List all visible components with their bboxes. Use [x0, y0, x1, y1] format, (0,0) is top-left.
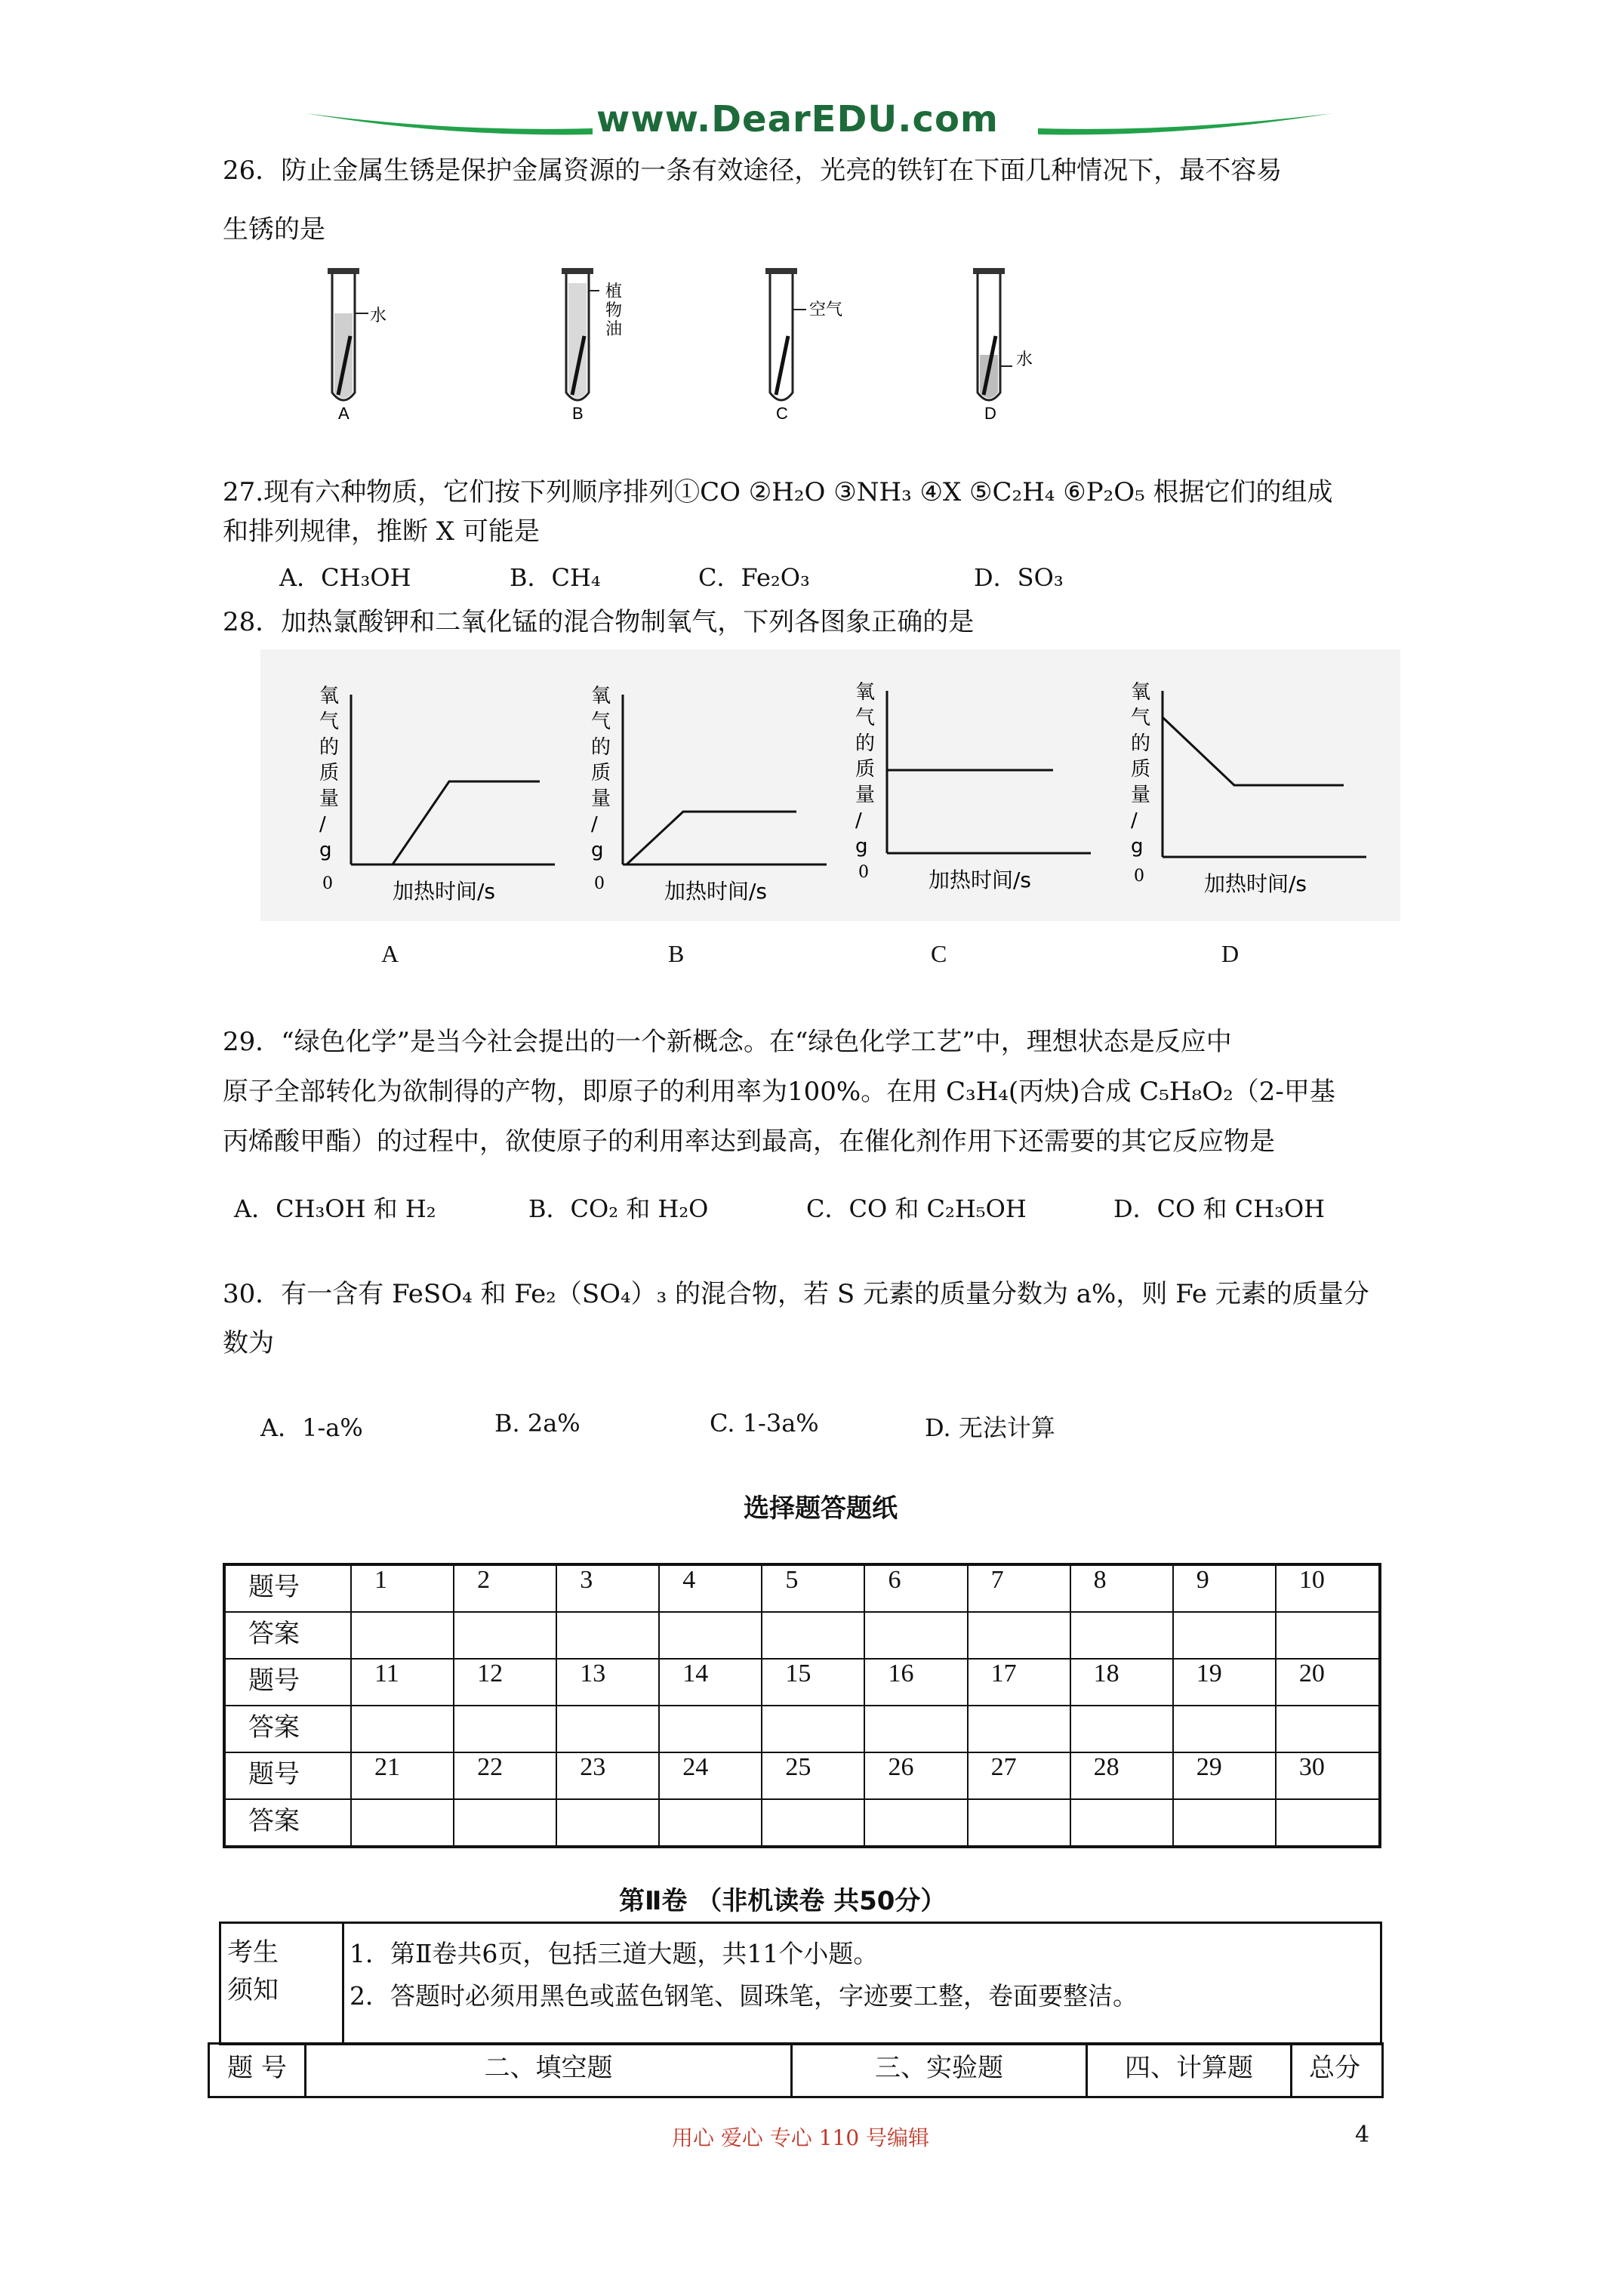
y-label-char: 质 — [1131, 758, 1151, 781]
y-label-char: 气 — [591, 710, 611, 733]
notice-divider — [342, 1924, 344, 2043]
answer-row — [224, 1612, 1380, 1659]
y-label-char: / — [1131, 809, 1138, 832]
y-label-char: 氧 — [319, 685, 340, 707]
answer-cell[interactable] — [351, 1612, 454, 1659]
y-label-char: 量 — [855, 784, 876, 806]
score-cell-total: 总分 — [1309, 2053, 1360, 2083]
notice-item-1: 1．第Ⅱ卷共6页，包括三道大题，共11个小题。 — [350, 1939, 879, 1968]
question-number-cell: 17 — [968, 1659, 1070, 1706]
question-number-cell: 12 — [454, 1659, 556, 1706]
answer-cell[interactable] — [968, 1706, 1070, 1752]
question-number-cell: 21 — [351, 1752, 454, 1799]
answer-cell[interactable] — [659, 1706, 762, 1752]
answer-row — [224, 1706, 1380, 1752]
y-label-char: / — [855, 809, 862, 832]
tube-d — [973, 268, 1012, 400]
y-label-char: 量 — [591, 787, 611, 810]
question-number-cell: 13 — [556, 1659, 659, 1706]
answer-number-row — [224, 1564, 1380, 1612]
tube-c-note: 空气 — [809, 300, 843, 319]
answer-cell[interactable] — [968, 1799, 1070, 1847]
q30-line2: 数为 — [223, 1328, 274, 1358]
y-label-char: g — [1131, 835, 1144, 858]
answer-cell[interactable] — [1276, 1706, 1380, 1752]
score-cell-experiment: 三、实验题 — [793, 2045, 1088, 2096]
tube-a-note: 水 — [370, 306, 387, 325]
q30-line1: 30．有一含有 FeSO₄ 和 Fe₂（SO₄）₃ 的混合物，若 S 元素的质量分数为 a%，则 Fe 元素的质量分 — [223, 1279, 1369, 1309]
q29-line1: 29．“绿色化学”是当今社会提出的一个新概念。在“绿色化学工艺”中，理想状态是反应中 — [223, 1027, 1232, 1057]
x-axis-label: 加热时间/s — [393, 879, 496, 904]
site-url: www.DearEDU.com — [596, 98, 999, 140]
x-axis-label: 加热时间/s — [664, 879, 768, 904]
question-number-cell: 1 — [351, 1564, 454, 1612]
q29-option-d: D．CO 和 CH₃OH — [1113, 1194, 1326, 1223]
score-table — [208, 2042, 1384, 2098]
q27-line2: 和排列规律，推断 X 可能是 — [223, 516, 540, 547]
y-label-char: 质 — [319, 762, 340, 784]
answer-cell[interactable] — [968, 1612, 1070, 1659]
y-label-char: 的 — [591, 736, 611, 759]
q27-option-a: A．CH₃OH — [279, 563, 411, 592]
y-label-char: 量 — [319, 787, 340, 810]
q26-test-tube-figures — [302, 260, 1095, 430]
row-head-answer: 答案 — [224, 1612, 351, 1659]
answer-cell[interactable] — [454, 1799, 556, 1847]
answer-cell[interactable] — [762, 1706, 864, 1752]
answer-cell[interactable] — [556, 1612, 659, 1659]
q30-option-a: A．1-a% — [260, 1413, 363, 1442]
question-number-cell: 11 — [351, 1659, 454, 1706]
y-label-char: 氧 — [855, 681, 876, 704]
answer-cell[interactable] — [556, 1706, 659, 1752]
tube-a-label: A — [338, 404, 350, 423]
origin-label: 0 — [322, 874, 333, 893]
y-label-char: / — [591, 813, 598, 836]
q30-option-b: B. 2a% — [494, 1409, 581, 1438]
q26-line1: 26．防止金属生锈是保护金属资源的一条有效途径，光亮的铁钉在下面几种情况下，最不容易 — [223, 156, 1283, 186]
q27-option-b: B．CH₄ — [510, 563, 601, 592]
answer-cell[interactable] — [762, 1612, 864, 1659]
part2-title: 第Ⅱ卷 （非机读卷 共50分） — [619, 1886, 947, 1916]
question-number-cell: 4 — [659, 1564, 762, 1612]
origin-label: 0 — [858, 863, 869, 882]
tube-b-note-3: 油 — [605, 319, 623, 338]
question-number-cell: 10 — [1276, 1564, 1380, 1612]
q27-option-c: C．Fe₂O₃ — [698, 563, 810, 592]
y-label-char: 量 — [1131, 784, 1151, 806]
q30-option-c: C. 1-3a% — [710, 1409, 819, 1438]
answer-cell[interactable] — [1173, 1612, 1276, 1659]
answer-cell[interactable] — [1070, 1706, 1173, 1752]
question-number-cell: 16 — [864, 1659, 967, 1706]
answer-cell[interactable] — [1173, 1706, 1276, 1752]
answer-number-row — [224, 1752, 1380, 1799]
q26-line2: 生锈的是 — [223, 214, 325, 245]
tube-d-label: D — [984, 404, 996, 423]
y-label-char: 质 — [591, 762, 611, 784]
tube-c — [765, 268, 806, 400]
y-label-char: g — [591, 839, 604, 861]
tube-b-note-1: 植 — [605, 282, 623, 300]
answer-cell[interactable] — [1173, 1799, 1276, 1847]
q27-line1: 27.现有六种物质，它们按下列顺序排列①CO ②H₂O ③NH₃ ④X ⑤C₂H₄ ⑥P₂O₅ 根据它们的组成 — [223, 477, 1333, 507]
question-number-cell: 18 — [1070, 1659, 1173, 1706]
page-number: 4 — [1355, 2122, 1370, 2148]
q29-line3: 丙烯酸甲酯）的过程中，欲使原子的利用率达到最高，在催化剂作用下还需要的其它反应物是 — [223, 1126, 1275, 1157]
answer-cell[interactable] — [556, 1799, 659, 1847]
answer-cell[interactable] — [762, 1799, 864, 1847]
q28-caption-d: D — [1221, 940, 1240, 967]
answer-cell[interactable] — [351, 1799, 454, 1847]
y-label-char: 氧 — [591, 685, 611, 707]
answer-cell[interactable] — [1070, 1612, 1173, 1659]
answer-number-row — [224, 1659, 1380, 1706]
y-label-char: 气 — [855, 707, 876, 729]
notice-item-2: 2．答题时必须用黑色或蓝色钢笔、圆珠笔，字迹要工整，卷面要整洁。 — [350, 1981, 1138, 2011]
answer-cell[interactable] — [864, 1612, 967, 1659]
answer-cell[interactable] — [659, 1612, 762, 1659]
score-cell-number: 题 号 — [210, 2045, 306, 2096]
y-label-char: 的 — [319, 736, 340, 759]
question-number-cell: 3 — [556, 1564, 659, 1612]
row-head-answer: 答案 — [224, 1706, 351, 1752]
y-label-char: 氧 — [1131, 681, 1151, 704]
question-number-cell: 19 — [1173, 1659, 1276, 1706]
question-number-cell: 5 — [762, 1564, 864, 1612]
q28-text: 28．加热氯酸钾和二氧化锰的混合物制氧气，下列各图象正确的是 — [223, 607, 975, 637]
notice-box — [219, 1922, 1382, 2045]
q29-option-a: A．CH₃OH 和 H₂ — [234, 1194, 436, 1223]
answer-cell[interactable] — [351, 1706, 454, 1752]
question-number-cell: 2 — [454, 1564, 556, 1612]
q27-option-d: D．SO₃ — [974, 563, 1064, 592]
tube-b — [562, 268, 599, 400]
answer-sheet-title: 选择题答题纸 — [744, 1493, 898, 1524]
q29-option-b: B．CO₂ 和 H₂O — [528, 1194, 709, 1223]
tube-a — [328, 268, 368, 400]
y-label-char: 气 — [319, 710, 340, 733]
q30-option-d: D. 无法计算 — [925, 1413, 1055, 1442]
y-label-char: g — [855, 835, 868, 858]
question-number-cell: 8 — [1070, 1564, 1173, 1612]
q29-line2: 原子全部转化为欲制得的产物，即原子的利用率为100%。在用 C₃H₄(丙炔)合成 C₅H₈O₂（2-甲基 — [223, 1077, 1335, 1107]
footer-text: 用心 爱心 专心 110 号编辑 — [672, 2125, 930, 2150]
question-number-cell: 14 — [659, 1659, 762, 1706]
x-axis-label: 加热时间/s — [929, 868, 1032, 892]
row-head-number: 题号 — [224, 1564, 351, 1612]
y-label-char: 气 — [1131, 707, 1151, 729]
row-head-number: 题号 — [224, 1752, 351, 1799]
answer-row — [224, 1799, 1380, 1847]
question-number-cell: 27 — [968, 1752, 1070, 1799]
answer-cell[interactable] — [864, 1799, 967, 1847]
question-number-cell: 28 — [1070, 1752, 1173, 1799]
tube-b-label: B — [572, 404, 584, 423]
q28-caption-c: C — [931, 940, 947, 967]
question-number-cell: 26 — [864, 1752, 967, 1799]
question-number-cell: 15 — [762, 1659, 864, 1706]
question-number-cell: 9 — [1173, 1564, 1276, 1612]
question-number-cell: 30 — [1276, 1752, 1380, 1799]
question-number-cell: 6 — [864, 1564, 967, 1612]
question-number-cell: 23 — [556, 1752, 659, 1799]
origin-label: 0 — [1134, 867, 1144, 886]
y-label-char: 的 — [1131, 732, 1151, 755]
tube-b-note-2: 物 — [605, 300, 623, 319]
answer-cell[interactable] — [454, 1612, 556, 1659]
answer-cell[interactable] — [1276, 1799, 1380, 1847]
question-number-cell: 29 — [1173, 1752, 1276, 1799]
x-axis-label: 加热时间/s — [1204, 871, 1307, 896]
question-number-cell: 25 — [762, 1752, 864, 1799]
tube-c-label: C — [776, 404, 788, 423]
answer-cell[interactable] — [1276, 1612, 1380, 1659]
q28-caption-b: B — [668, 940, 685, 967]
answer-cell[interactable] — [659, 1799, 762, 1847]
q28-graphs — [260, 649, 1400, 921]
y-label-char: / — [319, 813, 326, 836]
answer-cell[interactable] — [1070, 1799, 1173, 1847]
y-label-char: 的 — [855, 732, 876, 755]
y-label-char: 质 — [855, 758, 876, 781]
q28-caption-a: A — [381, 940, 399, 967]
row-head-number: 题号 — [224, 1659, 351, 1706]
q29-option-c: C．CO 和 C₂H₅OH — [806, 1194, 1027, 1223]
question-number-cell: 20 — [1276, 1659, 1380, 1706]
score-cell-calc: 四、计算题 — [1088, 2045, 1292, 2096]
answer-sheet-table — [223, 1563, 1381, 1848]
origin-label: 0 — [594, 874, 605, 893]
question-number-cell: 22 — [454, 1752, 556, 1799]
notice-label-1: 考生 — [227, 1937, 279, 1968]
question-number-cell: 24 — [659, 1752, 762, 1799]
row-head-answer: 答案 — [224, 1799, 351, 1847]
answer-cell[interactable] — [864, 1706, 967, 1752]
score-cell-fill: 二、填空题 — [306, 2045, 793, 2096]
answer-cell[interactable] — [454, 1706, 556, 1752]
notice-label-2: 须知 — [227, 1975, 279, 2005]
question-number-cell: 7 — [968, 1564, 1070, 1612]
y-label-char: g — [319, 839, 332, 861]
tube-d-note: 水 — [1016, 350, 1033, 368]
